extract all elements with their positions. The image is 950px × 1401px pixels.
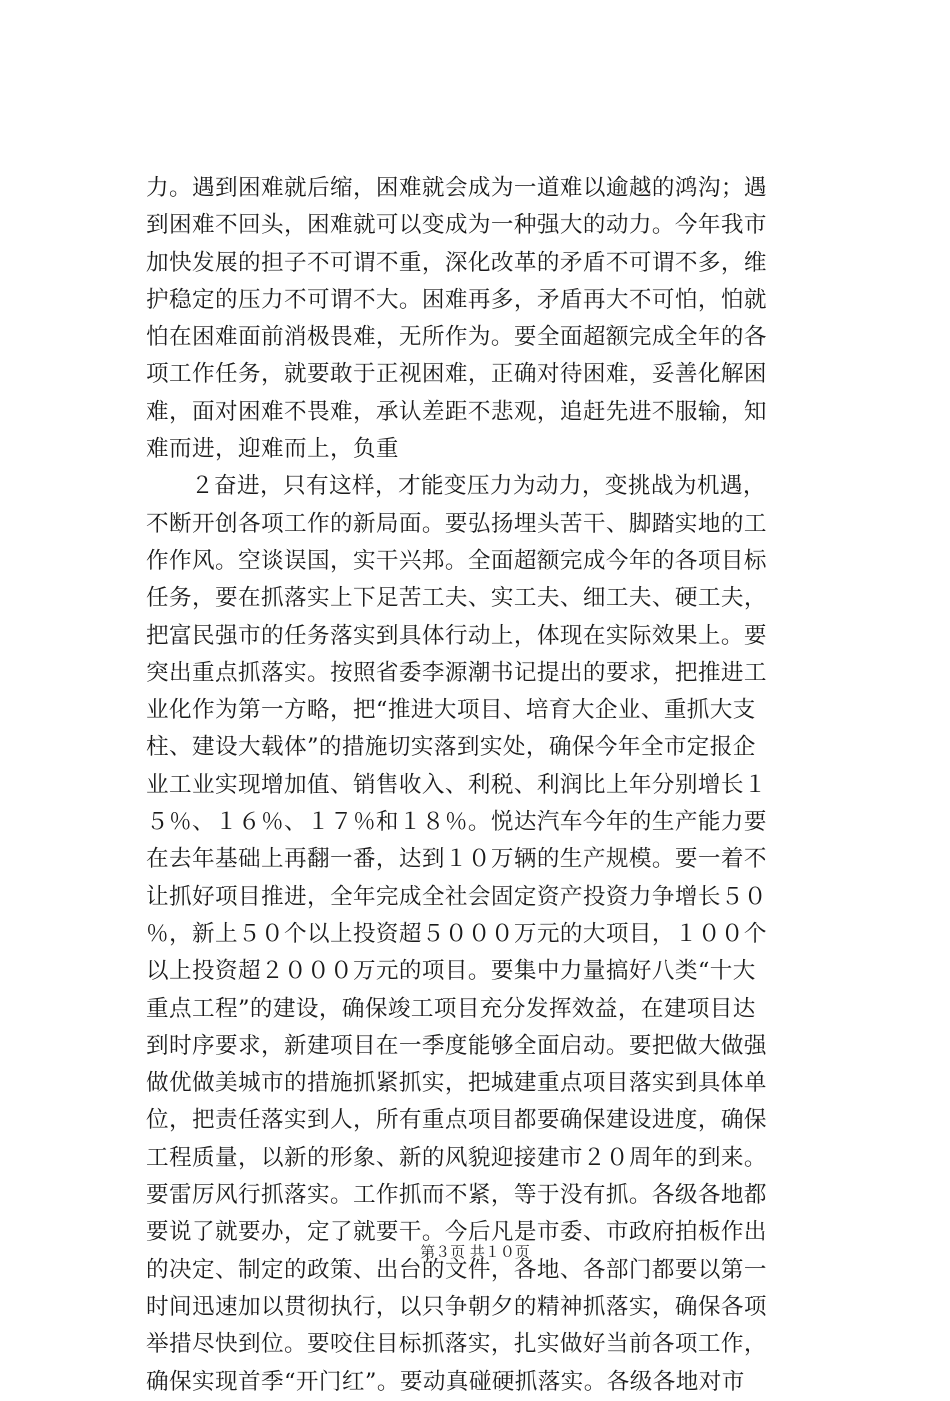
text-line: 怕在困难面前消极畏难，无所作为。要全面超额完成全年的各 bbox=[146, 324, 767, 351]
page-number-footer: 第３页 共１０页 bbox=[420, 1243, 530, 1261]
text-line: ％，新上５０个以上投资超５０００万元的大项目，１００个 bbox=[146, 920, 767, 947]
text-line: 的决定、制定的政策、出台的文件，各地、各部门都要以第一 bbox=[146, 1256, 767, 1283]
text-line: 举措尽快到位。要咬住目标抓落实，扎实做好当前各项工作， bbox=[146, 1331, 767, 1358]
text-line: 力。遇到困难就后缩，困难就会成为一道难以逾越的鸿沟；遇 bbox=[146, 175, 767, 201]
text-line: 作作风。空谈误国，实干兴邦。全面超额完成今年的各项目标 bbox=[146, 547, 767, 574]
text-line: 重点工程”的建设，确保竣工项目充分发挥效益，在建项目达 bbox=[146, 995, 756, 1022]
text-line: 任务，要在抓落实上下足苦工夫、实工夫、细工夫、硬工夫， bbox=[146, 585, 767, 612]
text-line: 以上投资超２０００万元的项目。要集中力量搞好八类“十大 bbox=[146, 958, 756, 985]
text-line: 柱、建设大载体”的措施切实落到实处，确保今年全市定报企 bbox=[146, 734, 756, 761]
text-line: 要说了就要办，定了就要干。今后凡是市委、市政府拍板作出 bbox=[146, 1219, 767, 1246]
text-line: 加快发展的担子不可谓不重，深化改革的矛盾不可谓不多，维 bbox=[146, 249, 767, 276]
text-line: 项工作任务，就要敢于正视困难，正确对待困难，妥善化解困 bbox=[146, 361, 767, 388]
text-line: 突出重点抓落实。按照省委李源潮书记提出的要求，把推进工 bbox=[146, 659, 767, 686]
text-line: 到时序要求，新建项目在一季度能够全面启动。要把做大做强 bbox=[146, 1032, 767, 1059]
text-line: 在去年基础上再翻一番，达到１０万辆的生产规模。要一着不 bbox=[146, 846, 767, 873]
text-line: 位，把责任落实到人，所有重点项目都要确保建设进度，确保 bbox=[146, 1107, 767, 1134]
text-line: ５％、１６％、１７％和１８％。悦达汽车今年的生产能力要 bbox=[146, 809, 767, 836]
text-line: 难而进，迎难而上，负重 bbox=[146, 436, 399, 463]
text-line: 难，面对困难不畏难，承认差距不悲观，追赶先进不服输，知 bbox=[146, 398, 767, 425]
text-line: 要雷厉风行抓落实。工作抓而不紧，等于没有抓。各级各地都 bbox=[146, 1182, 767, 1209]
text-line: 确保实现首季“开门红”。要动真碰硬抓落实。各级各地对市 bbox=[146, 1368, 745, 1395]
text-line: 到困难不回头，困难就可以变成为一种强大的动力。今年我市 bbox=[146, 212, 767, 239]
text-line: 工程质量，以新的形象、新的风貌迎接建市２０周年的到来。 bbox=[146, 1144, 767, 1171]
text-line: 不断开创各项工作的新局面。要弘扬埋头苦干、脚踏实地的工 bbox=[146, 510, 767, 537]
text-line: 时间迅速加以贯彻执行，以只争朝夕的精神抓落实，确保各项 bbox=[146, 1293, 767, 1320]
text-line: 护稳定的压力不可谓不大。困难再多，矛盾再大不可怕，怕就 bbox=[146, 286, 767, 313]
text-line: 业化作为第一方略，把“推进大项目、培育大企业、重抓大支 bbox=[146, 697, 756, 724]
text-line-indented: ２奋进，只有这样，才能变压力为动力，变挑战为机遇， bbox=[191, 473, 766, 500]
body-text bbox=[146, 170, 830, 1401]
text-line: 把富民强市的任务落实到具体行动上，体现在实际效果上。要 bbox=[146, 622, 767, 649]
text-line: 让抓好项目推进，全年完成全社会固定资产投资力争增长５０ bbox=[146, 883, 767, 910]
text-line: 做优做美城市的措施抓紧抓实，把城建重点项目落实到具体单 bbox=[146, 1070, 767, 1097]
text-line: 业工业实现增加值、销售收入、利税、利润比上年分别增长１ bbox=[146, 771, 767, 798]
